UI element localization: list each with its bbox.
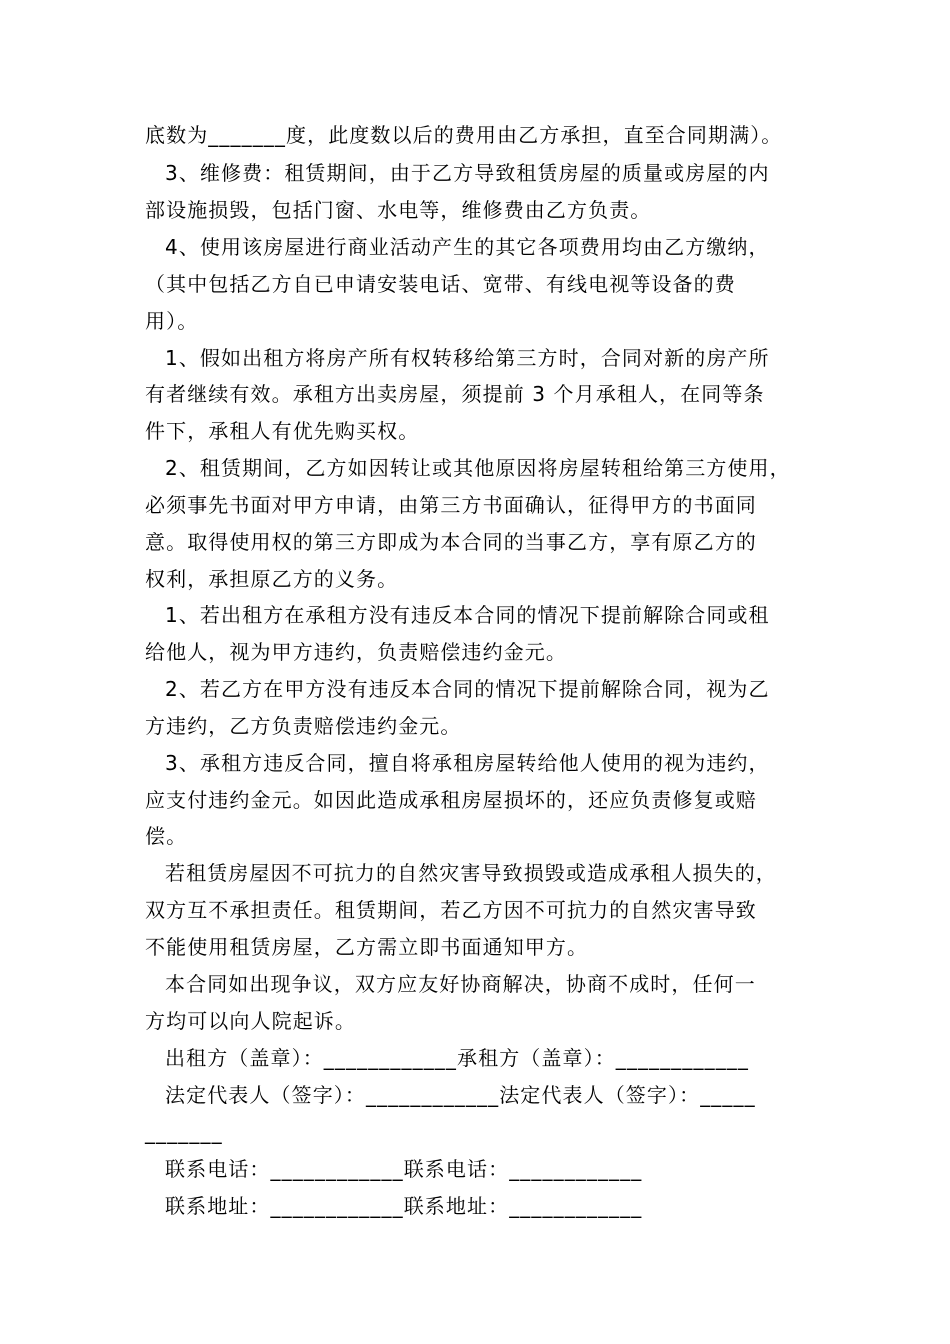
paragraph-line: 若租赁房屋因不可抗力的自然灾害导致损毁或造成承租人损失的， [165,861,777,885]
paragraph-line: 3、维修费：租赁期间，由于乙方导致租赁房屋的质量或房屋的内 [165,161,770,185]
paragraph-line: 方均可以向人院起诉。 [145,1009,356,1033]
paragraph-line: 2、若乙方在甲方没有违反本合同的情况下提前解除合同，视为乙 [165,677,770,701]
paragraph-line: 本合同如出现争议，双方应友好协商解决，协商不成时，任何一 [165,972,756,996]
paragraph-line: 2、租赁期间，乙方如因转让或其他原因将房屋转租给第三方使用， [165,456,791,480]
paragraph-line: 权利，承担原乙方的义务。 [145,567,399,591]
signature-line: _______ [145,1120,223,1144]
paragraph-line: 1、假如出租方将房产所有权转移给第三方时，合同对新的房产所 [165,346,770,370]
paragraph-line: 必须事先书面对甲方申请，由第三方书面确认，征得甲方的书面同 [145,493,757,517]
paragraph-line: 部设施损毁，包括门窗、水电等，维修费由乙方负责。 [145,198,652,222]
paragraph-line: 双方互不承担责任。租赁期间，若乙方因不可抗力的自然灾害导致 [145,898,757,922]
signature-line: 法定代表人（签字）：____________法定代表人（签字）：_____ [165,1083,756,1107]
paragraph-line: 偿。 [145,824,188,848]
paragraph-line: 底数为_______度，此度数以后的费用由乙方承担，直至合同期满）。 [145,123,783,147]
paragraph-line: 给他人，视为甲方违约，负责赔偿违约金元。 [145,640,567,664]
paragraph-line: 件下，承租人有优先购买权。 [145,419,420,443]
signature-line: 出租方（盖章）：____________承租方（盖章）：____________ [165,1046,749,1070]
paragraph-line: 有者继续有效。承租方出卖房屋，须提前 3 个月承租人，在同等条 [145,382,765,406]
paragraph-line: 1、若出租方在承租方没有违反本合同的情况下提前解除合同或租 [165,603,770,627]
paragraph-line: 应支付违约金元。如因此造成承租房屋损坏的，还应负责修复或赔 [145,788,757,812]
paragraph-line: 4、使用该房屋进行商业活动产生的其它各项费用均由乙方缴纳， [165,235,770,259]
paragraph-line: （其中包括乙方自已申请安装电话、宽带、有线电视等设备的费 [145,272,736,296]
contact-line: 联系电话：____________联系电话：____________ [165,1157,643,1181]
paragraph-line: 3、承租方违反合同，擅自将承租房屋转给他人使用的视为违约， [165,751,770,775]
contact-line: 联系地址：____________联系地址：____________ [165,1194,643,1218]
paragraph-line: 不能使用租赁房屋，乙方需立即书面通知甲方。 [145,935,589,959]
paragraph-line: 用）。 [145,309,199,333]
paragraph-line: 意。取得使用权的第三方即成为本合同的当事乙方，享有原乙方的 [145,530,757,554]
paragraph-line: 方违约，乙方负责赔偿违约金元。 [145,714,462,738]
